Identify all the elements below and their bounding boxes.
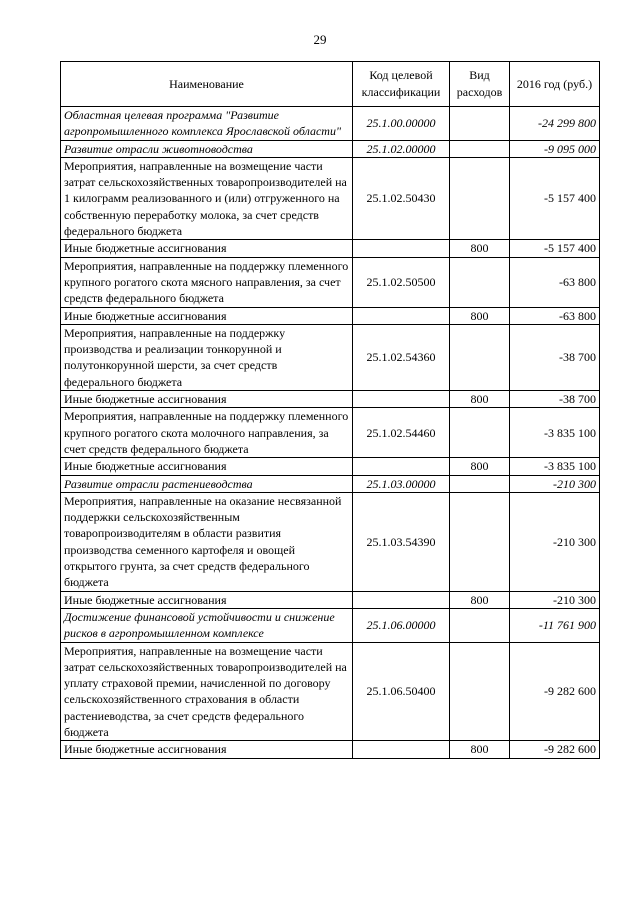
row-name-cell: Мероприятия, направленные на поддержку племенного крупного рогатого скота мясного направления, за счет средств федерального бюджета bbox=[61, 257, 353, 307]
row-kind-cell bbox=[450, 642, 510, 741]
row-name-cell: Иные бюджетные ассигнования bbox=[61, 307, 353, 324]
header-name: Наименование bbox=[61, 62, 353, 107]
row-kind-cell bbox=[450, 475, 510, 492]
row-name-cell: Мероприятия, направленные на оказание несвязанной поддержки сельскохозяйственным товаропроизводителям в области развития производства семенного картофеля и овощей открытого грунта, за счет средств федерального бюджета bbox=[61, 492, 353, 591]
row-name-cell: Иные бюджетные ассигнования bbox=[61, 458, 353, 475]
row-name-cell: Иные бюджетные ассигнования bbox=[61, 240, 353, 257]
row-name-cell: Областная целевая программа "Развитие агропромышленного комплекса Ярославской области" bbox=[61, 107, 353, 141]
row-code-cell bbox=[353, 741, 450, 758]
row-kind-cell bbox=[450, 608, 510, 642]
header-amount: 2016 год (руб.) bbox=[510, 62, 600, 107]
row-amount-cell: -63 800 bbox=[510, 257, 600, 307]
table-row-section bbox=[61, 608, 600, 642]
row-name-cell: Достижение финансовой устойчивости и снижение рисков в агропромышленном комплексе bbox=[61, 608, 353, 642]
table-row-section bbox=[61, 107, 600, 141]
row-amount-cell: -5 157 400 bbox=[510, 240, 600, 257]
row-name-cell: Иные бюджетные ассигнования bbox=[61, 391, 353, 408]
row-amount-cell: -24 299 800 bbox=[510, 107, 600, 141]
row-amount-cell: -3 835 100 bbox=[510, 408, 600, 458]
row-amount-cell: -5 157 400 bbox=[510, 157, 600, 239]
page-number: 29 bbox=[313, 32, 327, 47]
row-kind-cell bbox=[450, 140, 510, 157]
row-amount-cell: -11 761 900 bbox=[510, 608, 600, 642]
row-amount-cell: -38 700 bbox=[510, 391, 600, 408]
table-row bbox=[61, 257, 600, 307]
row-kind-cell: 800 bbox=[450, 391, 510, 408]
table-row bbox=[61, 391, 600, 408]
table-row-section bbox=[61, 475, 600, 492]
row-kind-cell: 800 bbox=[450, 458, 510, 475]
row-name-cell: Мероприятия, направленные на поддержку производства и реализации тонкорунной и полутонкорунной шерсти, за счет средств федерального бюджета bbox=[61, 324, 353, 390]
row-amount-cell: -210 300 bbox=[510, 591, 600, 608]
row-code-cell: 25.1.06.00000 bbox=[353, 608, 450, 642]
table-row-section bbox=[61, 140, 600, 157]
row-code-cell: 25.1.00.00000 bbox=[353, 107, 450, 141]
budget-table bbox=[60, 61, 600, 759]
row-code-cell: 25.1.02.54360 bbox=[353, 324, 450, 390]
row-code-cell: 25.1.02.50430 bbox=[353, 157, 450, 239]
row-code-cell: 25.1.03.54390 bbox=[353, 492, 450, 591]
header-kind: Вид расходов bbox=[450, 62, 510, 107]
row-kind-cell bbox=[450, 107, 510, 141]
row-name-cell: Развитие отрасли растениеводства bbox=[61, 475, 353, 492]
row-code-cell: 25.1.02.00000 bbox=[353, 140, 450, 157]
row-name-cell: Мероприятия, направленные на поддержку племенного крупного рогатого скота молочного направления, за счет средств федерального бюджета bbox=[61, 408, 353, 458]
row-kind-cell bbox=[450, 408, 510, 458]
row-kind-cell bbox=[450, 257, 510, 307]
row-code-cell: 25.1.02.54460 bbox=[353, 408, 450, 458]
row-name-cell: Иные бюджетные ассигнования bbox=[61, 741, 353, 758]
table-row bbox=[61, 324, 600, 390]
row-name-cell: Мероприятия, направленные на возмещение части затрат сельскохозяйственных товаропроизводителей на 1 килограмм реализованного и (или) отгруженного на собственную переработку молока, за счет средств федерального бюджета bbox=[61, 157, 353, 239]
table-row bbox=[61, 307, 600, 324]
row-amount-cell: -38 700 bbox=[510, 324, 600, 390]
row-kind-cell: 800 bbox=[450, 240, 510, 257]
table-body bbox=[61, 107, 600, 759]
row-kind-cell bbox=[450, 157, 510, 239]
row-kind-cell bbox=[450, 492, 510, 591]
row-name-cell: Развитие отрасли животноводства bbox=[61, 140, 353, 157]
table-row bbox=[61, 408, 600, 458]
row-amount-cell: -9 282 600 bbox=[510, 642, 600, 741]
table-row bbox=[61, 591, 600, 608]
row-code-cell bbox=[353, 458, 450, 475]
row-code-cell: 25.1.03.00000 bbox=[353, 475, 450, 492]
row-amount-cell: -210 300 bbox=[510, 492, 600, 591]
row-name-cell: Иные бюджетные ассигнования bbox=[61, 591, 353, 608]
row-kind-cell: 800 bbox=[450, 741, 510, 758]
row-amount-cell: -9 282 600 bbox=[510, 741, 600, 758]
row-code-cell bbox=[353, 591, 450, 608]
table-row bbox=[61, 240, 600, 257]
row-code-cell: 25.1.06.50400 bbox=[353, 642, 450, 741]
row-kind-cell: 800 bbox=[450, 591, 510, 608]
row-code-cell bbox=[353, 391, 450, 408]
row-code-cell bbox=[353, 240, 450, 257]
table-header-row bbox=[61, 62, 600, 107]
row-amount-cell: -63 800 bbox=[510, 307, 600, 324]
row-amount-cell: -9 095 000 bbox=[510, 140, 600, 157]
table-row bbox=[61, 492, 600, 591]
row-code-cell: 25.1.02.50500 bbox=[353, 257, 450, 307]
table-row bbox=[61, 642, 600, 741]
row-kind-cell bbox=[450, 324, 510, 390]
row-kind-cell: 800 bbox=[450, 307, 510, 324]
table-row bbox=[61, 458, 600, 475]
row-amount-cell: -3 835 100 bbox=[510, 458, 600, 475]
row-name-cell: Мероприятия, направленные на возмещение части затрат сельскохозяйственных товаропроизводителей на уплату страховой премии, начисленной по договору сельскохозяйственного страхования в области растениеводства, за счет средств федерального бюджета bbox=[61, 642, 353, 741]
header-code: Код целевой классификации bbox=[353, 62, 450, 107]
row-code-cell bbox=[353, 307, 450, 324]
table-row bbox=[61, 741, 600, 758]
table-row bbox=[61, 157, 600, 239]
row-amount-cell: -210 300 bbox=[510, 475, 600, 492]
